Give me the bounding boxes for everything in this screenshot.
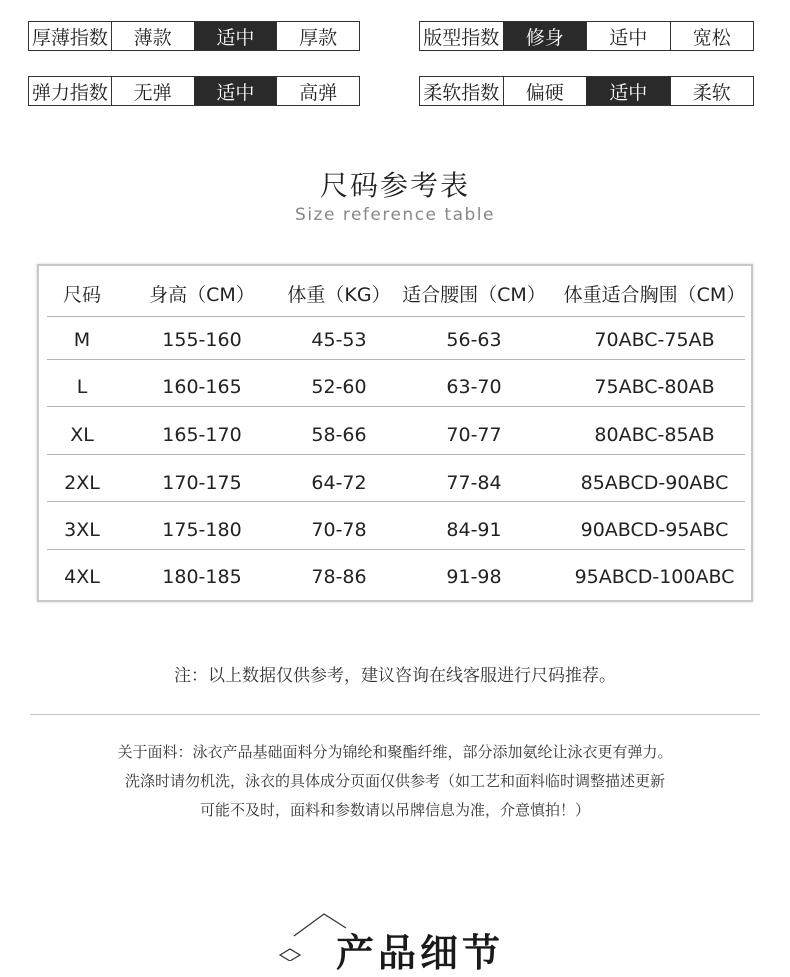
size-note: 注：以上数据仅供参考，建议咨询在线客服进行尺码推荐。 bbox=[174, 666, 616, 686]
cell-weight: 70-78 bbox=[311, 519, 367, 541]
table-row bbox=[47, 554, 745, 600]
indicator-label: 厚薄指数 bbox=[31, 26, 108, 49]
table-row bbox=[47, 460, 745, 506]
cell-waist: 91-98 bbox=[446, 566, 502, 588]
indicator-option: 柔软 bbox=[670, 77, 754, 105]
header-height: 身高（CM） bbox=[149, 283, 255, 306]
cell-bust: 75ABC-80AB bbox=[594, 376, 715, 398]
cell-weight: 58-66 bbox=[311, 424, 367, 446]
indicator-option-selected: 适中 bbox=[194, 22, 277, 50]
indicator-option: 厚款 bbox=[276, 22, 359, 50]
indicator-option-selected: 适中 bbox=[194, 77, 277, 105]
cell-weight: 52-60 bbox=[311, 376, 367, 398]
indicator-option: 偏硬 bbox=[503, 77, 587, 105]
indicator-option: 宽松 bbox=[670, 22, 754, 50]
cell-weight: 78-86 bbox=[311, 566, 367, 588]
indicator-thickness bbox=[28, 21, 360, 51]
cell-bust: 95ABCD-100ABC bbox=[574, 566, 735, 588]
cell-size: XL bbox=[70, 424, 94, 446]
indicator-label: 弹力指数 bbox=[31, 81, 108, 104]
cell-waist: 70-77 bbox=[446, 424, 502, 446]
header-size: 尺码 bbox=[62, 283, 101, 306]
indicator-option: 高弹 bbox=[276, 77, 359, 105]
cell-size: L bbox=[76, 376, 88, 398]
cell-height: 175-180 bbox=[162, 519, 242, 541]
cell-bust: 70ABC-75AB bbox=[594, 329, 715, 351]
cell-height: 160-165 bbox=[162, 376, 242, 398]
cell-weight: 45-53 bbox=[311, 329, 367, 351]
indicator-elasticity bbox=[28, 76, 360, 106]
cell-size: 2XL bbox=[64, 472, 100, 494]
cell-waist: 84-91 bbox=[446, 519, 502, 541]
row-divider bbox=[47, 549, 745, 550]
indicator-option-selected: 修身 bbox=[503, 22, 587, 50]
cell-bust: 80ABC-85AB bbox=[594, 424, 715, 446]
header-waist: 适合腰围（CM） bbox=[402, 283, 546, 306]
product-details-heading: 产品细节 bbox=[336, 931, 505, 975]
size-table bbox=[37, 264, 753, 602]
indicator-label: 版型指数 bbox=[423, 26, 500, 49]
table-row bbox=[47, 412, 745, 458]
row-divider bbox=[47, 359, 745, 360]
indicator-option: 适中 bbox=[586, 22, 670, 50]
cell-size: M bbox=[73, 329, 91, 351]
cell-height: 155-160 bbox=[162, 329, 242, 351]
fabric-note-line: 可能不及时，面料和参数请以吊牌信息为准，介意慎拍！） bbox=[199, 801, 590, 819]
indicator-softness bbox=[419, 76, 754, 106]
size-table-title: 尺码参考表 bbox=[319, 169, 470, 202]
cell-height: 170-175 bbox=[162, 472, 242, 494]
header-weight: 体重（KG） bbox=[287, 283, 391, 306]
cell-bust: 85ABCD-90ABC bbox=[580, 472, 729, 494]
cell-height: 165-170 bbox=[162, 424, 242, 446]
indicator-option: 薄款 bbox=[111, 22, 194, 50]
fabric-note-line: 洗涤时请勿机洗，泳衣的具体成分页面仅供参考（如工艺和面料临时调整描述更新 bbox=[124, 772, 665, 790]
table-row bbox=[47, 507, 745, 553]
cell-waist: 63-70 bbox=[446, 376, 502, 398]
fabric-note-line: 关于面料：泳衣产品基础面料分为锦纶和聚酯纤维，部分添加氨纶让泳衣更有弹力。 bbox=[117, 743, 673, 761]
row-divider bbox=[47, 501, 745, 502]
section-divider bbox=[30, 714, 760, 715]
indicator-fit bbox=[419, 21, 754, 51]
cell-weight: 64-72 bbox=[311, 472, 367, 494]
size-table-subtitle: Size reference table bbox=[295, 205, 495, 225]
cell-size: 4XL bbox=[64, 566, 100, 588]
indicator-option: 无弹 bbox=[111, 77, 194, 105]
cell-waist: 56-63 bbox=[446, 329, 502, 351]
indicator-label: 柔软指数 bbox=[423, 81, 500, 104]
header-bust: 体重适合胸围（CM） bbox=[563, 283, 746, 306]
table-row bbox=[47, 364, 745, 410]
table-row bbox=[47, 317, 745, 363]
table-header-row bbox=[47, 270, 745, 316]
cell-bust: 90ABCD-95ABC bbox=[580, 519, 729, 541]
cell-waist: 77-84 bbox=[446, 472, 502, 494]
indicator-option-selected: 适中 bbox=[586, 77, 670, 105]
row-divider bbox=[47, 406, 745, 407]
row-divider bbox=[47, 454, 745, 455]
cell-height: 180-185 bbox=[162, 566, 242, 588]
cell-size: 3XL bbox=[64, 519, 100, 541]
